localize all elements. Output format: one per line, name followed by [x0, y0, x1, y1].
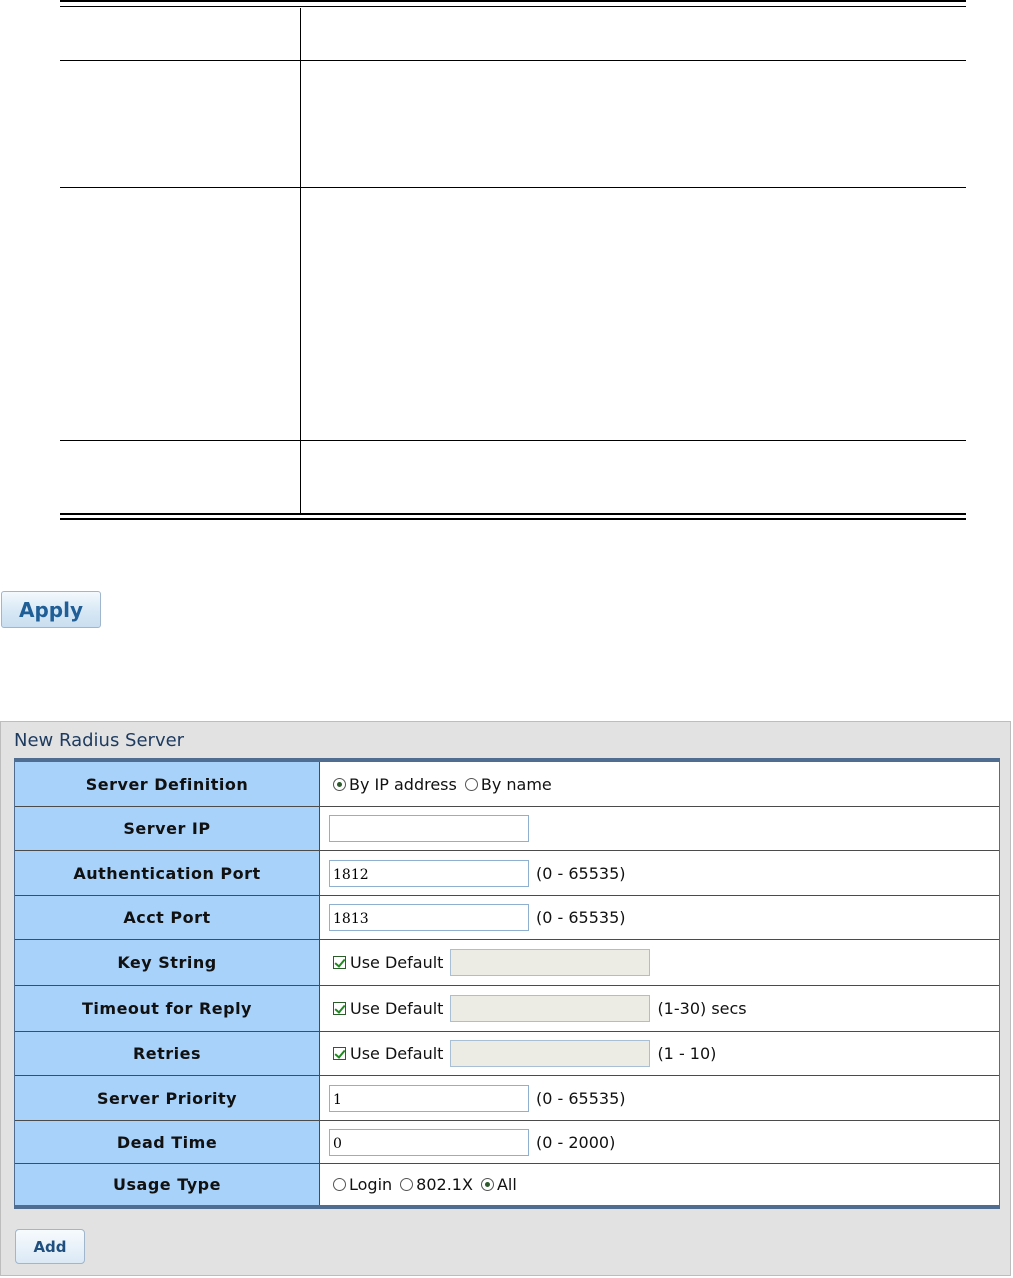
key-string-input[interactable]	[450, 949, 650, 976]
authentication-port-input[interactable]: 1812	[329, 860, 529, 887]
timeout-use-default-label: Use Default	[350, 999, 444, 1018]
server-definition-label: Server Definition	[15, 762, 320, 806]
dead-time-input[interactable]: 0	[329, 1129, 529, 1156]
row-acct-port	[15, 896, 999, 940]
server-priority-input[interactable]: 1	[329, 1085, 529, 1112]
radio-all[interactable]	[477, 1175, 517, 1194]
table-row-divider	[60, 60, 966, 61]
key-string-use-default-checkbox[interactable]	[333, 956, 346, 969]
row-server-definition	[15, 762, 999, 807]
timeout-input[interactable]	[450, 995, 650, 1022]
add-button[interactable]: Add	[15, 1229, 85, 1264]
radio-login[interactable]	[329, 1175, 392, 1194]
radio-by-ip[interactable]	[329, 775, 457, 794]
retries-use-default-label: Use Default	[350, 1044, 444, 1063]
retries-use-default-checkbox[interactable]	[333, 1047, 346, 1060]
server-ip-value	[320, 807, 999, 850]
radio-by-name-control[interactable]	[465, 778, 478, 791]
usage-type-label: Usage Type	[15, 1164, 320, 1205]
retries-use-default[interactable]	[329, 1044, 443, 1063]
usage-type-value	[320, 1164, 999, 1205]
radio-by-name[interactable]	[461, 775, 552, 794]
acct-port-hint: (0 - 65535)	[536, 908, 626, 927]
table-row-divider	[60, 440, 966, 441]
authentication-port-label: Authentication Port	[15, 851, 320, 895]
radio-8021x-control[interactable]	[400, 1178, 413, 1191]
key-string-value	[320, 940, 999, 985]
key-string-use-default-label: Use Default	[350, 953, 444, 972]
server-ip-label: Server IP	[15, 807, 320, 850]
description-table	[60, 0, 966, 520]
dead-time-hint: (0 - 2000)	[536, 1132, 616, 1152]
radius-server-form	[14, 758, 1000, 1209]
radio-by-ip-label: By IP address	[349, 774, 457, 794]
radio-all-label: All	[496, 1175, 517, 1194]
radio-by-name-label: By name	[480, 774, 552, 794]
table-column-divider	[300, 8, 301, 515]
table-top-rule-2	[60, 6, 966, 7]
table-bottom-rule-1	[60, 513, 966, 515]
timeout-value	[320, 986, 999, 1031]
retries-hint: (1 - 10)	[657, 1044, 717, 1063]
radio-8021x[interactable]	[396, 1175, 473, 1194]
authentication-port-value	[320, 851, 999, 895]
row-retries	[15, 1032, 999, 1076]
radio-login-control[interactable]	[333, 1178, 346, 1191]
retries-label: Retries	[15, 1032, 320, 1075]
key-string-use-default[interactable]	[329, 953, 443, 972]
server-ip-input[interactable]	[329, 815, 529, 842]
server-priority-value	[320, 1076, 999, 1120]
key-string-label: Key String	[15, 940, 320, 985]
authentication-port-hint: (0 - 65535)	[536, 863, 626, 883]
dead-time-value	[320, 1121, 999, 1163]
table-bottom-rule-2	[60, 518, 966, 520]
row-key-string	[15, 940, 999, 986]
server-priority-hint: (0 - 65535)	[536, 1088, 626, 1108]
row-authentication-port	[15, 851, 999, 896]
dead-time-label: Dead Time	[15, 1121, 320, 1163]
row-server-ip	[15, 807, 999, 851]
radio-login-label: Login	[349, 1175, 393, 1194]
apply-button[interactable]: Apply	[1, 591, 101, 628]
row-timeout-for-reply	[15, 986, 999, 1032]
radio-by-ip-control[interactable]	[333, 778, 346, 791]
table-top-rule-1	[60, 0, 966, 2]
timeout-use-default[interactable]	[329, 999, 443, 1018]
row-server-priority	[15, 1076, 999, 1121]
timeout-use-default-checkbox[interactable]	[333, 1002, 346, 1015]
retries-value	[320, 1032, 999, 1075]
row-usage-type	[15, 1164, 999, 1205]
server-definition-value	[320, 762, 999, 806]
new-radius-server-panel	[0, 721, 1011, 1276]
timeout-hint: (1-30) secs	[657, 999, 747, 1018]
retries-input[interactable]	[450, 1040, 650, 1067]
acct-port-label: Acct Port	[15, 896, 320, 939]
panel-title: New Radius Server	[14, 730, 185, 751]
server-priority-label: Server Priority	[15, 1076, 320, 1120]
timeout-label: Timeout for Reply	[15, 986, 320, 1031]
acct-port-value	[320, 896, 999, 939]
radio-all-control[interactable]	[481, 1178, 494, 1191]
acct-port-input[interactable]: 1813	[329, 904, 529, 931]
table-row-divider	[60, 187, 966, 188]
radio-8021x-label: 802.1X	[416, 1175, 473, 1194]
row-dead-time	[15, 1121, 999, 1164]
